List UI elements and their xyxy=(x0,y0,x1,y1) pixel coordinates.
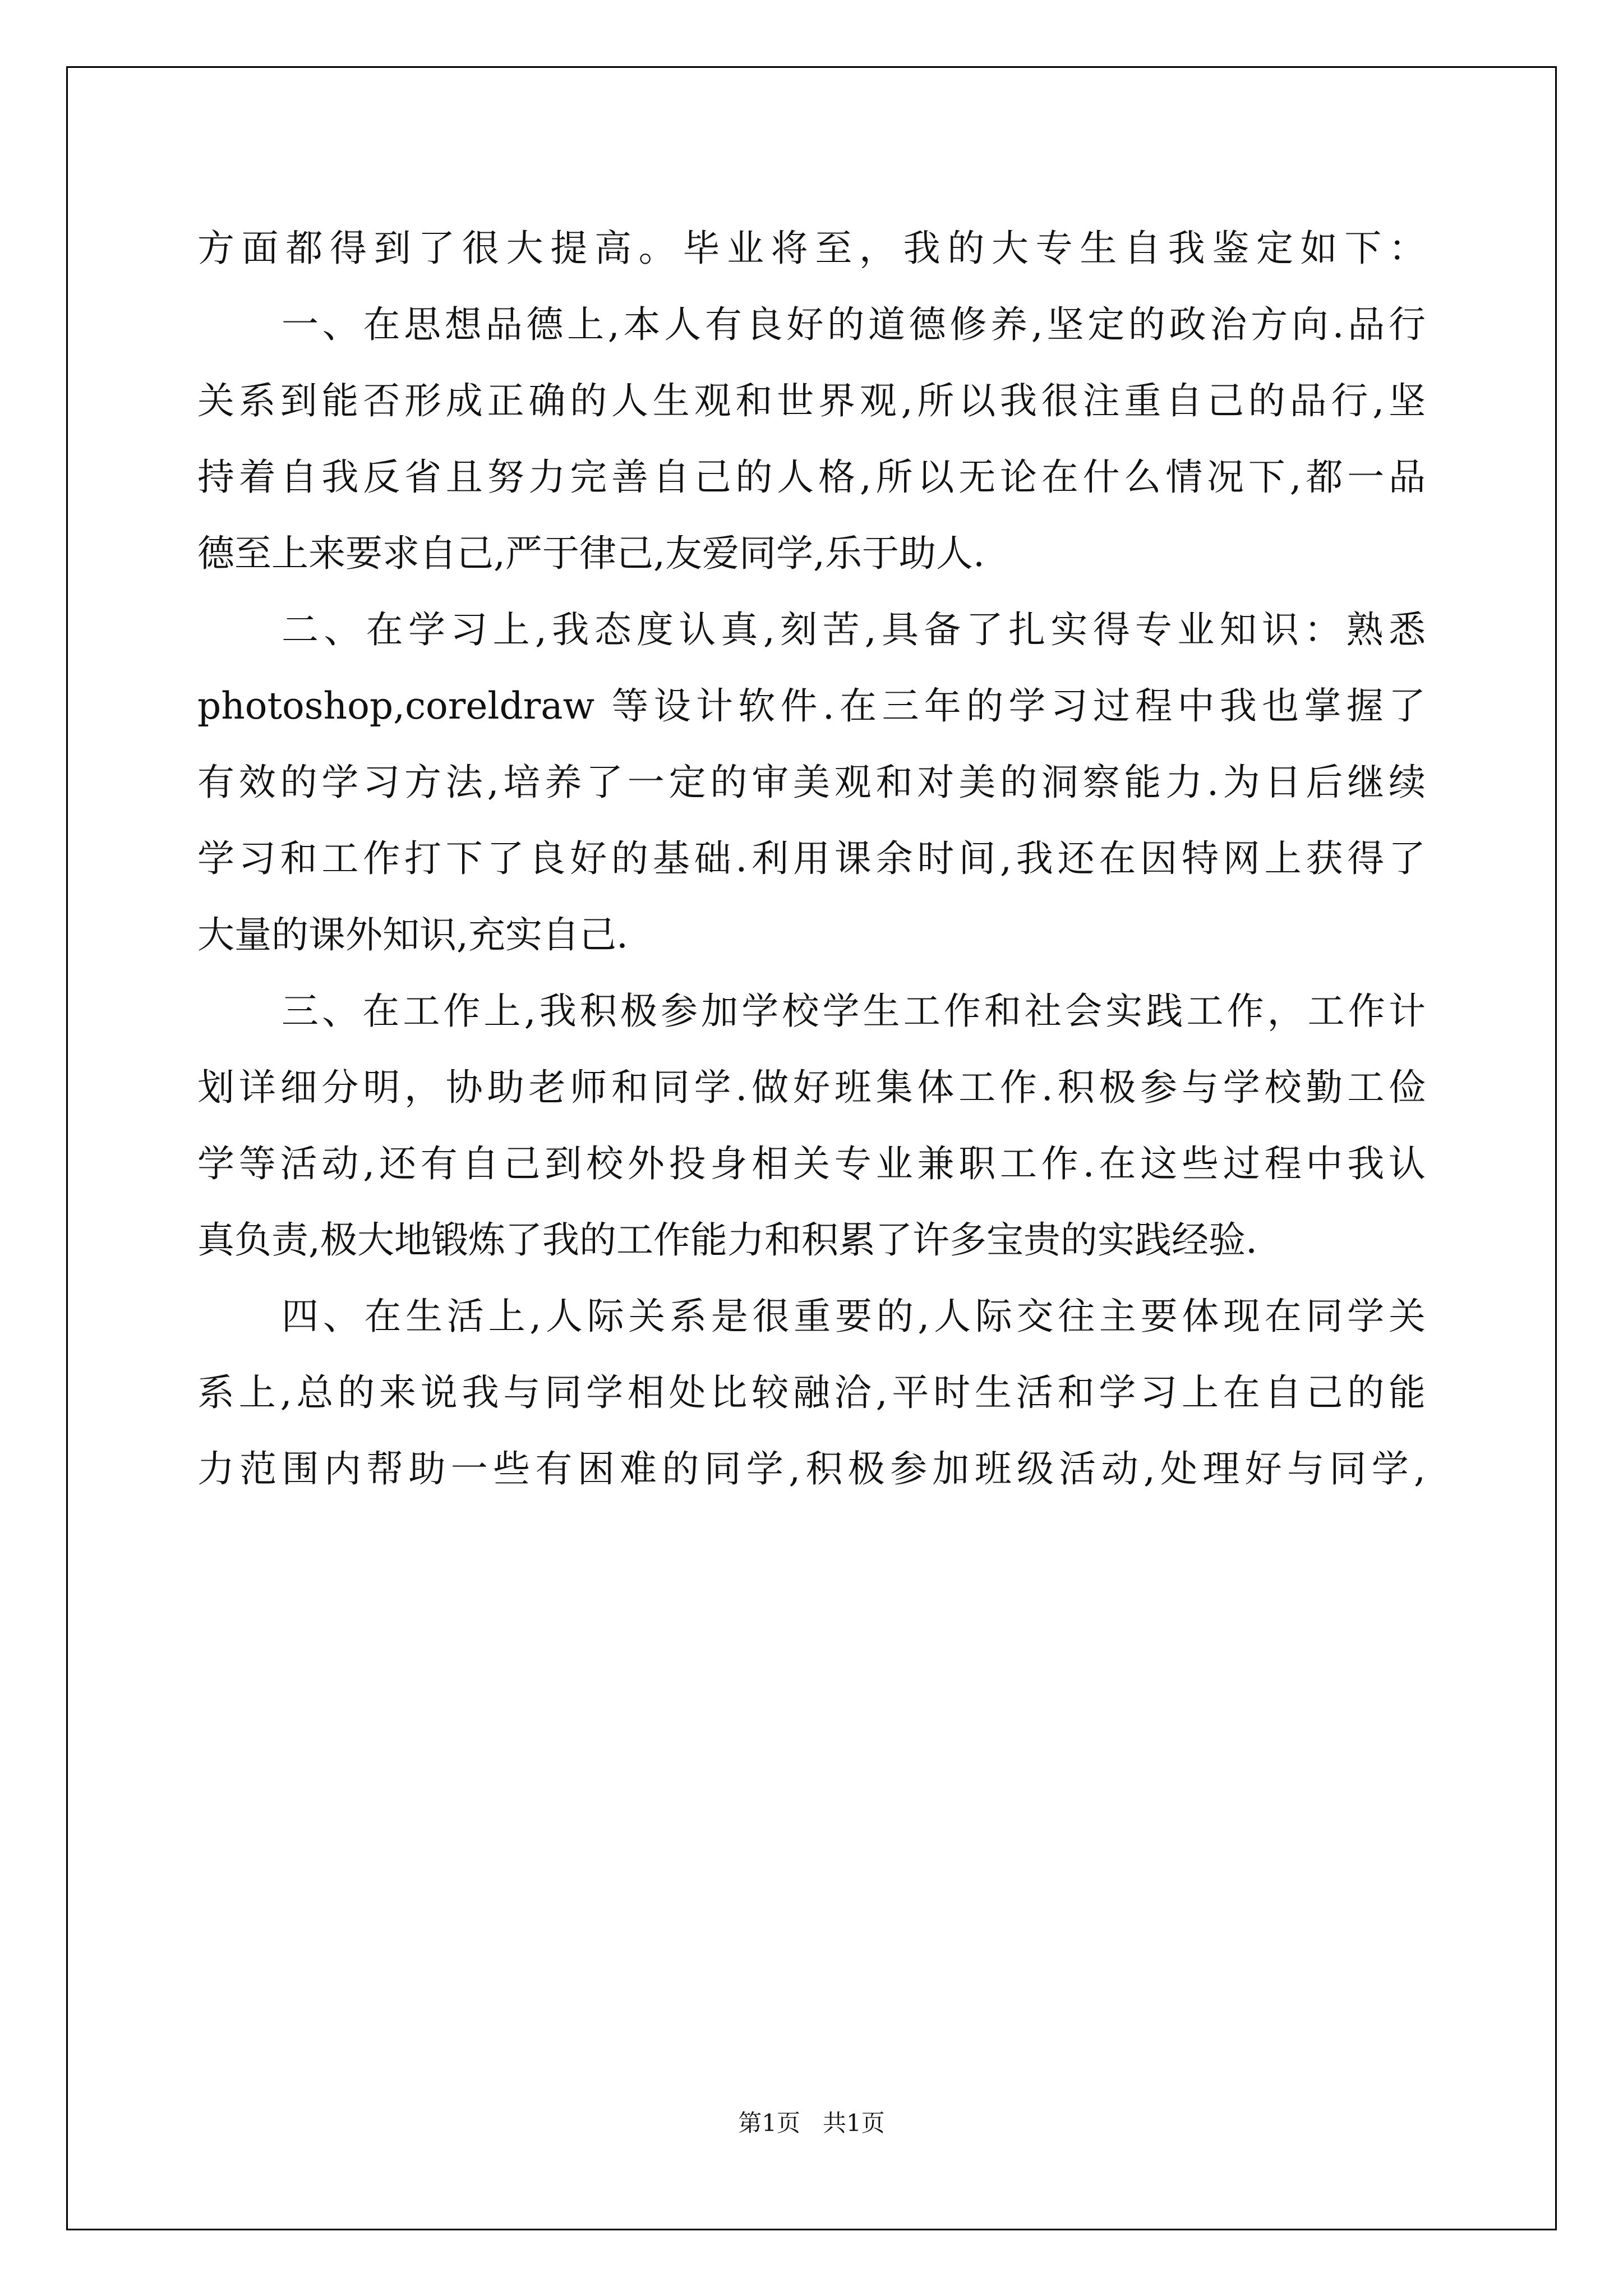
text-line: 方面都得到了很大提高。毕业将至，我的大专生自我鉴定如下： xyxy=(197,227,1426,270)
page-number: 第1页 xyxy=(738,2109,800,2137)
paragraph-3-start: 三、在工作上,我积极参加学校学生工作和社会实践工作，工作计 xyxy=(282,990,1426,1033)
text-line: 学等活动,还有自己到校外投身相关专业兼职工作.在这些过程中我认 xyxy=(197,1142,1426,1185)
text-line: 学习和工作打下了良好的基础.利用课余时间,我还在因特网上获得了 xyxy=(197,837,1426,880)
document-body xyxy=(197,210,1426,1507)
paragraph-4-start: 四、在生活上,人际关系是很重要的,人际交往主要体现在同学关 xyxy=(282,1295,1426,1338)
text-line: 力范围内帮助一些有困难的同学,积极参加班级活动,处理好与同学, xyxy=(197,1447,1426,1490)
text-line: 德至上来要求自己,严于律己,友爱同学,乐于助人. xyxy=(197,532,985,575)
text-line: 真负责,极大地锻炼了我的工作能力和积累了许多宝贵的实践经验. xyxy=(197,1218,1257,1262)
text-line: 系上,总的来说我与同学相处比较融洽,平时生活和学习上在自己的能 xyxy=(197,1371,1426,1414)
text-line: 大量的课外知识,充实自己. xyxy=(197,913,628,956)
text-line: 有效的学习方法,培养了一定的审美观和对美的洞察能力.为日后继续 xyxy=(197,761,1426,804)
text-line: 划详细分明，协助老师和同学.做好班集体工作.积极参与学校勤工俭 xyxy=(197,1066,1426,1109)
paragraph-1-start: 一、在思想品德上,本人有良好的道德修养,坚定的政治方向.品行 xyxy=(282,303,1426,346)
text-line: 持着自我反省且努力完善自己的人格,所以无论在什么情况下,都一品 xyxy=(197,455,1426,499)
page-footer xyxy=(0,2105,1623,2138)
text-line: 关系到能否形成正确的人生观和世界观,所以我很注重自己的品行,坚 xyxy=(197,379,1426,422)
paragraph-2-start: 二、在学习上,我态度认真,刻苦,具备了扎实得专业知识：熟悉 xyxy=(282,608,1426,651)
text-line: photoshop,coreldraw 等设计软件.在三年的学习过程中我也掌握了 xyxy=(197,684,1426,728)
page-total: 共1页 xyxy=(823,2109,885,2137)
